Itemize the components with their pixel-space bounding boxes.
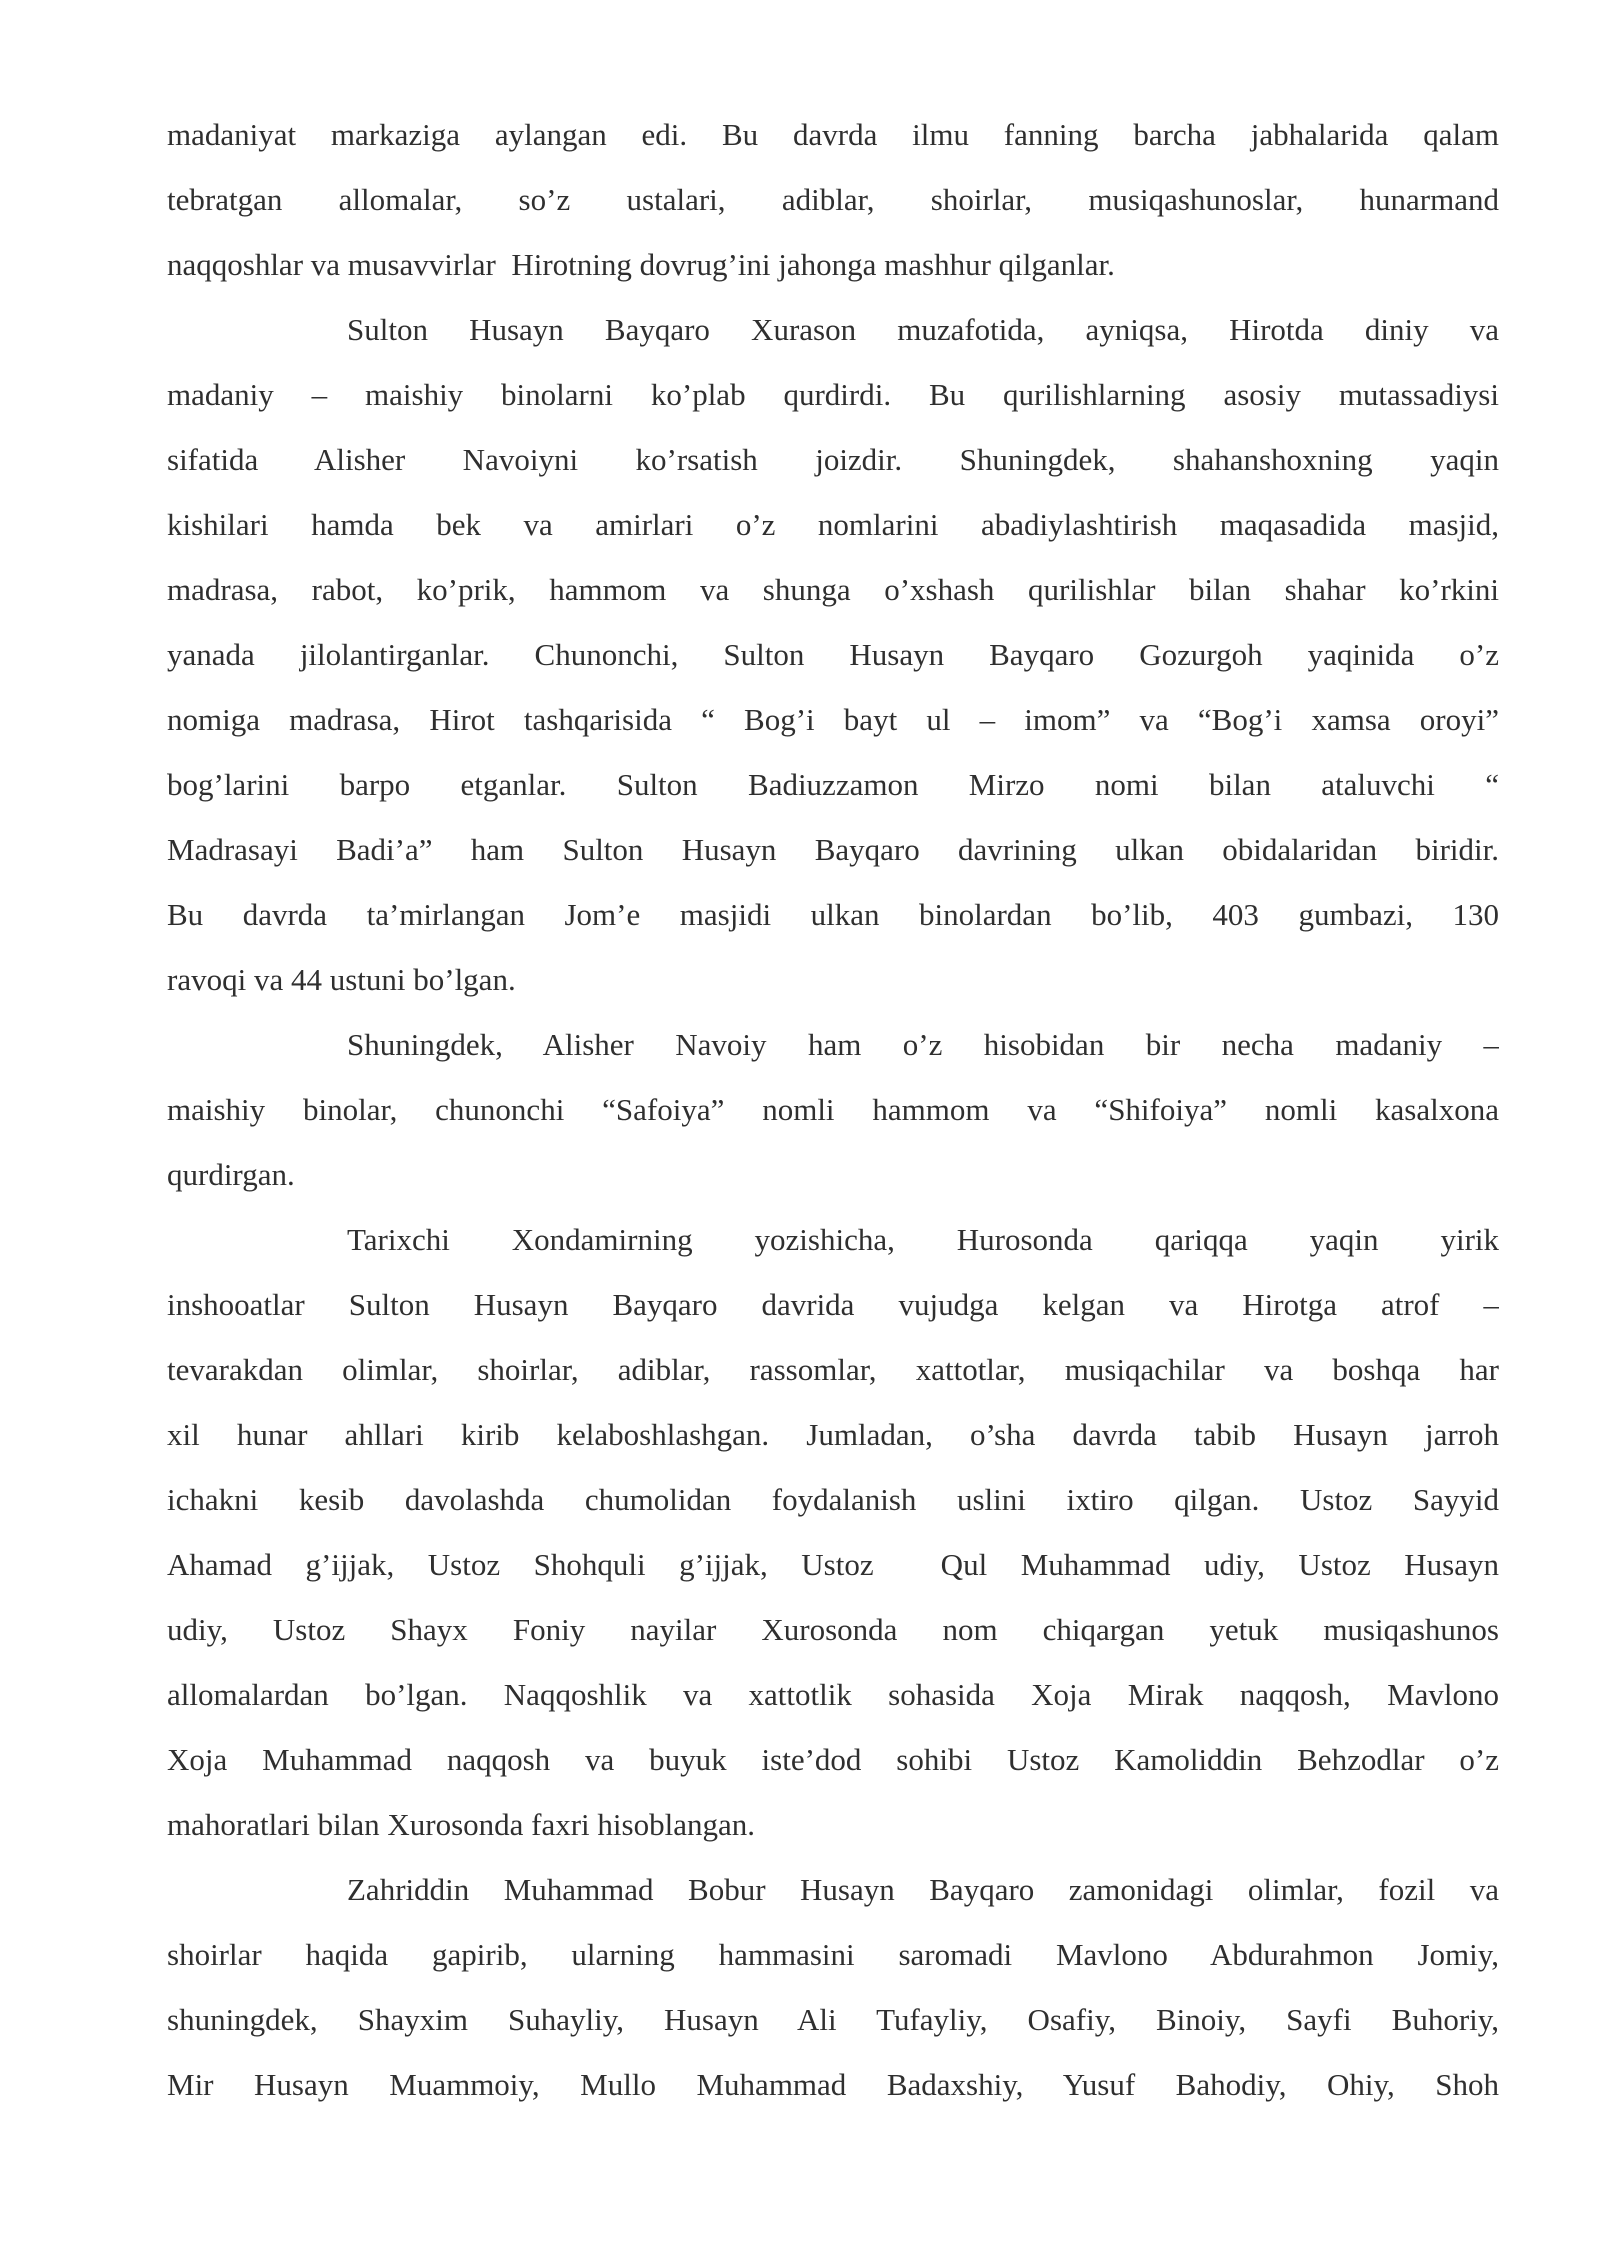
text-line: mahoratlari bilan Xurosonda faxri hisoblangan. [167, 1807, 755, 1842]
text-line: inshooatlar Sulton Husayn Bayqaro davrida vujudga kelgan va Hirotga atrof – [167, 1287, 1499, 1322]
text-line: ichakni kesib davolashda chumolidan foydalanish uslini ixtiro qilgan. Ustoz Sayyid [167, 1482, 1499, 1517]
text-line: shoirlar haqida gapirib, ularning hammasini saromadi Mavlono Abdurahmon Jomiy, [167, 1937, 1499, 1972]
text-line: udiy, Ustoz Shayx Foniy nayilar Xurosonda nom chiqargan yetuk musiqashunos [167, 1612, 1499, 1647]
document-body [167, 102, 1499, 2117]
text-line: sifatida Alisher Navoiyni ko’rsatish joizdir. Shuningdek, shahanshoxning yaqin [167, 442, 1499, 477]
text-line: yanada jilolantirganlar. Chunonchi, Sulton Husayn Bayqaro Gozurgoh yaqinida o’z [167, 637, 1499, 672]
text-line: tebratgan allomalar, so’z ustalari, adiblar, shoirlar, musiqashunoslar, hunarmand [167, 182, 1499, 217]
text-line: madaniyat markaziga aylangan edi. Bu davrda ilmu fanning barcha jabhalarida qalam [167, 117, 1499, 152]
text-line: Madrasayi Badi’a” ham Sulton Husayn Bayqaro davrining ulkan obidalaridan biridir. [167, 832, 1499, 867]
text-line: bog’larini barpo etganlar. Sulton Badiuzzamon Mirzo nomi bilan ataluvchi “ [167, 767, 1499, 802]
text-line: madaniy – maishiy binolarni ko’plab qurdirdi. Bu qurilishlarning asosiy mutassadiysi [167, 377, 1499, 412]
text-line: xil hunar ahllari kirib kelaboshlashgan. Jumladan, o’sha davrda tabib Husayn jarroh [167, 1417, 1499, 1452]
text-line: Xoja Muhammad naqqosh va buyuk iste’dod sohibi Ustoz Kamoliddin Behzodlar o’z [167, 1742, 1499, 1777]
text-line: naqqoshlar va musavvirlar Hirotning dovrug’ini jahonga mashhur qilganlar. [167, 247, 1115, 282]
text-line: Sulton Husayn Bayqaro Xurason muzafotida, ayniqsa, Hirotda diniy va [347, 312, 1499, 347]
text-line: Shuningdek, Alisher Navoiy ham o’z hisobidan bir necha madaniy – [347, 1027, 1499, 1062]
text-line: madrasa, rabot, ko’prik, hammom va shunga o’xshash qurilishlar bilan shahar ko’rkini [167, 572, 1499, 607]
text-line: qurdirgan. [167, 1157, 295, 1192]
text-line: Bu davrda ta’mirlangan Jom’e masjidi ulkan binolardan bo’lib, 403 gumbazi, 130 [167, 897, 1499, 932]
text-line: allomalardan bo’lgan. Naqqoshlik va xattotlik sohasida Xoja Mirak naqqosh, Mavlono [167, 1677, 1499, 1712]
text-line: tevarakdan olimlar, shoirlar, adiblar, rassomlar, xattotlar, musiqachilar va boshqa har [167, 1352, 1499, 1387]
text-line: nomiga madrasa, Hirot tashqarisida “ Bog’i bayt ul – imom” va “Bog’i xamsa oroyi” [167, 702, 1499, 737]
text-line: maishiy binolar, chunonchi “Safoiya” nomli hammom va “Shifoiya” nomli kasalxona [167, 1092, 1499, 1127]
text-line: Tarixchi Xondamirning yozishicha, Hurosonda qariqqa yaqin yirik [347, 1222, 1499, 1257]
text-line: kishilari hamda bek va amirlari o’z nomlarini abadiylashtirish maqasadida masjid, [167, 507, 1499, 542]
text-line: Zahriddin Muhammad Bobur Husayn Bayqaro zamonidagi olimlar, fozil va [347, 1872, 1499, 1907]
text-line: shuningdek, Shayxim Suhayliy, Husayn Ali Tufayliy, Osafiy, Binoiy, Sayfi Buhoriy, [167, 2002, 1499, 2037]
text-line: Ahamad g’ijjak, Ustoz Shohquli g’ijjak, Ustoz Qul Muhammad udiy, Ustoz Husayn [167, 1547, 1499, 1582]
text-line: Mir Husayn Muammoiy, Mullo Muhammad Badaxshiy, Yusuf Bahodiy, Ohiy, Shoh [167, 2067, 1499, 2102]
text-line: ravoqi va 44 ustuni bo’lgan. [167, 962, 516, 997]
